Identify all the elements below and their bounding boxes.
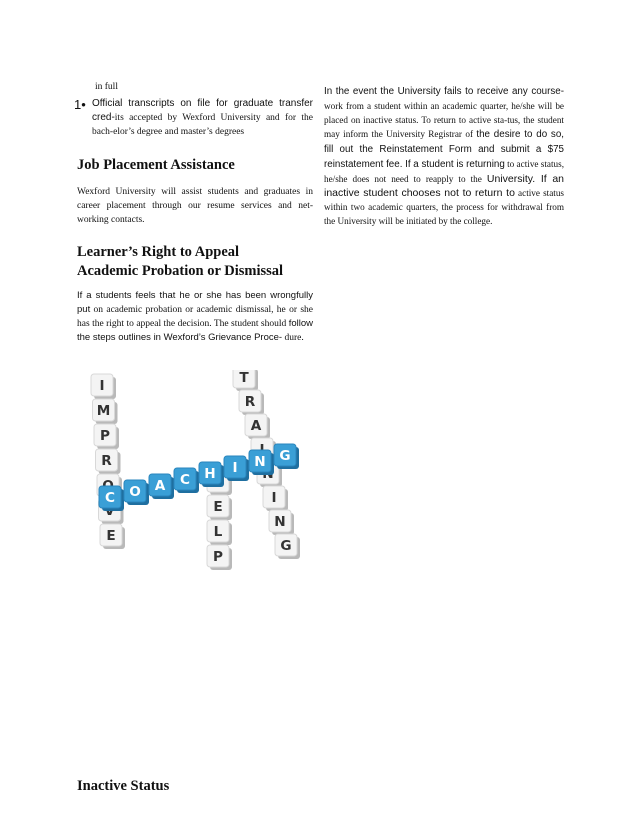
cube-help-1 [207, 495, 232, 520]
cube-training-0 [233, 370, 258, 391]
svg-text:N: N [274, 513, 286, 530]
right-text-4: to active status, he/she does not need to reapply to the [324, 159, 565, 184]
appeal-body-b: on academic probation or academic dismissal, he or she has the right to appeal the decision. The student should [77, 305, 313, 329]
bullet-text-b: its accepted by Wexford University and for the bach-elor’s degree and master’s degrees [92, 113, 313, 137]
inactive-status-heading: Inactive Status [77, 778, 170, 794]
bullet-marker: 1• [74, 97, 86, 112]
svg-text:N: N [254, 453, 266, 470]
list-fragment: in full [95, 82, 118, 92]
svg-text:G: G [280, 537, 292, 554]
appeal-body-c: follow the steps outlines in Wexford’s Grievance Proce- [77, 318, 313, 343]
cube-coaching-4 [199, 462, 224, 487]
svg-text:H: H [204, 465, 216, 482]
appeal-heading-line1: Learner’s Right to Appeal [77, 244, 240, 260]
right-text-6: active status within two academic quarters, the process for withdrawal from the University will be initiated by the college. [324, 188, 564, 226]
right-column [324, 84, 564, 228]
svg-text:M: M [96, 402, 111, 419]
svg-text:A: A [250, 417, 262, 434]
appeal-heading-line2: Academic Probation or Dismissal [77, 263, 284, 279]
appeal-body-d: dure. [284, 333, 304, 343]
svg-text:I: I [232, 459, 238, 476]
svg-text:P: P [100, 427, 110, 444]
job-placement-heading: Job Placement Assistance [77, 157, 235, 173]
right-text-3: the desire to do so, fill out the Reinstatement Form and submit a $75 reinstatement fee. If a student is returning [324, 129, 565, 170]
cube-training-6 [269, 510, 294, 535]
cube-improve-1 [93, 399, 118, 424]
svg-text:C: C [180, 471, 190, 488]
cube-coaching-2 [149, 474, 174, 499]
svg-text:R: R [101, 452, 112, 469]
right-text-5: University. If an inactive student chooses not to return to [324, 173, 565, 199]
svg-text:I: I [99, 377, 105, 394]
svg-text:O: O [129, 483, 141, 500]
svg-text:P: P [213, 548, 223, 565]
cube-help-2 [207, 520, 232, 545]
cube-coaching-0 [99, 486, 124, 511]
cube-training-1 [239, 390, 264, 415]
cube-training-5 [263, 486, 288, 511]
bullet-text [92, 97, 313, 139]
cube-training-7 [275, 534, 300, 559]
cube-coaching-3 [174, 468, 199, 493]
svg-text:R: R [244, 393, 256, 410]
svg-text:G: G [279, 447, 291, 464]
cube-improve-6 [100, 524, 125, 549]
inactive-status-body [324, 84, 564, 228]
coaching-image [85, 370, 315, 570]
right-text-1: In the event the University fails to receive any course- [324, 86, 564, 97]
svg-text:E: E [213, 498, 223, 515]
cube-training-2 [245, 414, 270, 439]
bullet-text-a: Official transcripts on file for graduate transfer cred- [92, 98, 313, 123]
svg-text:I: I [271, 489, 277, 506]
svg-text:T: T [239, 370, 249, 386]
svg-text:E: E [106, 527, 116, 544]
cube-improve-0 [91, 374, 116, 399]
cube-improve-2 [94, 424, 119, 449]
cube-coaching-5 [224, 456, 249, 481]
letter-cubes-graphic [85, 370, 315, 570]
appeal-body [77, 289, 313, 345]
list-item [74, 97, 313, 139]
left-column [74, 80, 313, 345]
svg-text:A: A [154, 477, 166, 494]
job-placement-body: Wexford University will assist students and graduates in career placement through our resume services and net-working contacts. [77, 187, 313, 225]
cube-coaching-6 [249, 450, 274, 475]
right-text-2: work from a student within an academic quarter, he/she will be placed on inactive status. To return to active sta-tus, the student may inform the University Registrar of [324, 101, 564, 139]
cube-improve-3 [96, 449, 121, 474]
svg-text:C: C [105, 489, 115, 506]
cube-help-3 [207, 545, 232, 570]
cube-coaching-1 [124, 480, 149, 505]
appeal-body-a: If a students feels that he or she has been wrongfully put [77, 290, 313, 315]
svg-text:L: L [213, 523, 223, 540]
cube-coaching-7 [274, 444, 299, 469]
